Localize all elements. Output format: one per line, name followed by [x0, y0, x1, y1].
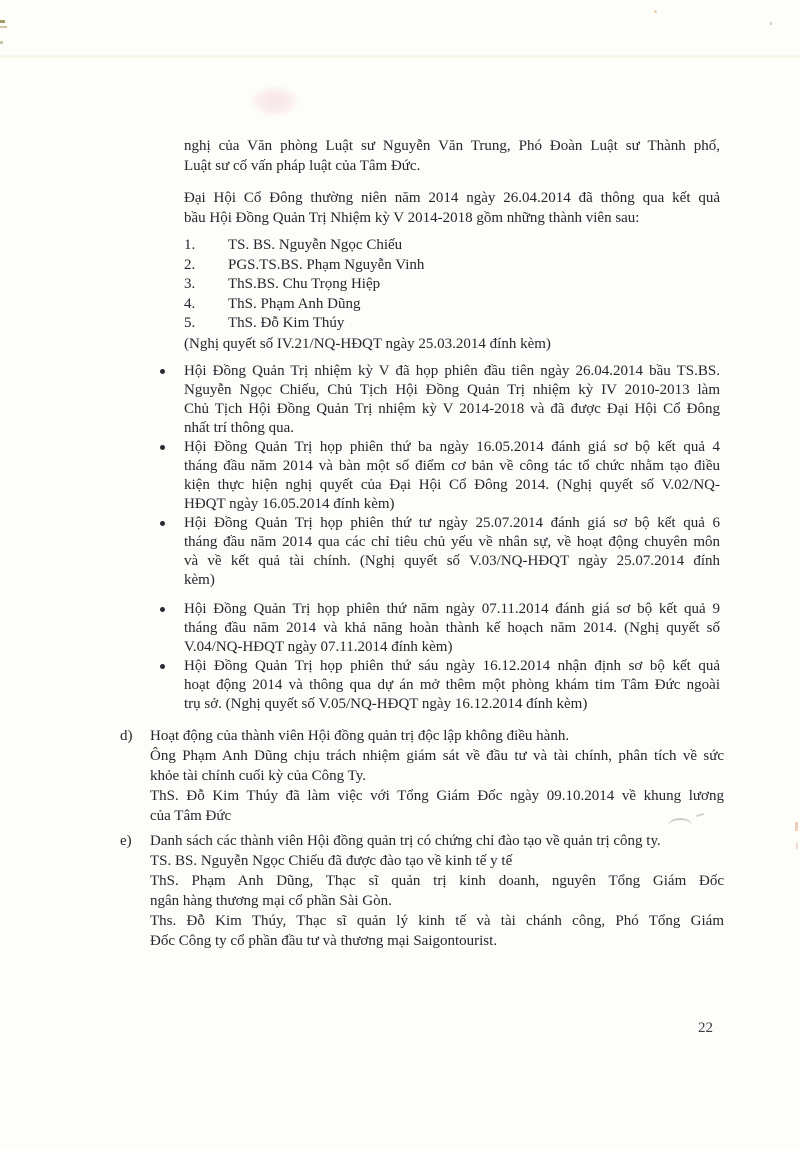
member-number: 5.	[184, 315, 196, 331]
bullet-text: Hội Đồng Quản Trị họp phiên thứ ba ngày 16.05.2014 đánh giá sơ bộ kết quả 4 tháng đầu năm 2014 và bàn một số điểm cơ bản về công tác tổ chức nhằm tạo điều kiện thực hiện nghị quyết của Đại Hội Cổ Đông 2014. (Nghị quyết số V.02/NQ- HĐQT ngày 16.05.2014 đính kèm)	[184, 438, 720, 512]
list-item	[184, 295, 800, 315]
list-item	[184, 236, 800, 256]
intro-paragraph: nghị của Văn phòng Luật sư Nguyễn Văn Trung, Phó Đoàn Luật sư Thành phố, Luật sư cố vấn pháp luật của Tâm Đức.	[184, 138, 720, 174]
board-member-list	[184, 236, 800, 334]
bullet-icon	[160, 664, 165, 669]
bullet-text: Hội Đồng Quản Trị họp phiên thứ năm ngày 07.11.2014 đánh giá sơ bộ kết quả 9 tháng đầu năm 2014 và khả năng hoàn thành kế hoạch năm 2014. (Nghị quyết số V.04/NQ-HĐQT ngày 07.11.2014 đính kèm)	[184, 600, 720, 655]
member-number: 4.	[184, 295, 196, 312]
bullet-item	[160, 514, 800, 590]
intro-paragraph: Đại Hội Cổ Đông thường niên năm 2014 ngày 26.04.2014 đã thông qua kết quả bầu Hội Đồng Quản Trị Nhiệm kỳ V 2014-2018 gồm những thành viên sau:	[184, 190, 720, 226]
section-paragraph: ThS. Phạm Anh Dũng, Thạc sĩ quản trị kinh doanh, nguyên Tổng Giám Đốc ngân hàng thương mại cổ phần Sài Gòn.	[150, 872, 724, 909]
bullet-icon	[160, 369, 165, 374]
member-name: ThS. Phạm Anh Dũng	[228, 295, 361, 312]
section-paragraph: Ông Phạm Anh Dũng chịu trách nhiệm giám sát về đầu tư và tài chính, phân tích về sức khỏe tài chính cuối kỳ của Công Ty.	[150, 747, 724, 784]
section-paragraph: TS. BS. Nguyễn Ngọc Chiếu đã được đào tạo về kinh tế y tế	[150, 852, 513, 869]
bullet-text: Hội Đồng Quản Trị họp phiên thứ sáu ngày 16.12.2014 nhận định sơ bộ kết quả hoạt động 2014 và thông qua dự án mở thêm một phòng khám tim Tâm Đức ngoài trụ sở. (Nghị quyết số V.05/NQ-HĐQT ngày 16.12.2014 đính kèm)	[184, 657, 720, 712]
page-number: 22	[698, 1020, 713, 1036]
member-number: 1.	[184, 237, 196, 253]
member-name: PGS.TS.BS. Phạm Nguyễn Vinh	[228, 256, 425, 273]
section-paragraph: Ths. Đỗ Kim Thúy, Thạc sĩ quản lý kinh tế và tài chánh công, Phó Tổng Giám Đốc Công ty cổ phần đầu tư và thương mại Saigontourist.	[150, 912, 724, 949]
member-number: 3.	[184, 276, 196, 292]
bullet-icon	[160, 445, 165, 450]
section-label: e)	[120, 832, 132, 849]
section-content	[150, 726, 724, 826]
list-item	[184, 256, 800, 276]
section-title: Danh sách các thành viên Hội đồng quản trị có chứng chỉ đào tạo về quản trị công ty.	[150, 832, 661, 849]
list-item	[184, 314, 800, 334]
bullet-item	[160, 362, 800, 438]
section-e	[120, 831, 800, 951]
bullet-icon	[160, 521, 165, 526]
bullet-text: Hội Đồng Quản Trị nhiệm kỳ V đã họp phiên đầu tiên ngày 26.04.2014 bầu TS.BS. Nguyễn Ngọc Chiếu, Chủ Tịch Hội Đồng Quản Trị nhiệm kỳ IV 2010-2013 làm Chủ Tịch Hội Đồng Quản Trị nhiệm kỳ V 2014-2018 và đã được Đại Hội Cổ Đông nhất trí thông qua.	[184, 362, 720, 436]
section-title: Hoạt động của thành viên Hội đồng quản trị độc lập không điều hành.	[150, 727, 570, 744]
section-label: d)	[120, 727, 133, 744]
section-paragraph: ThS. Đỗ Kim Thúy đã làm việc với Tổng Giám Đốc ngày 09.10.2014 về khung lương của Tâm Đức	[150, 787, 724, 824]
section-d	[120, 726, 800, 826]
bullet-item	[160, 657, 800, 714]
bullet-icon	[160, 607, 165, 612]
bullet-text: Hội Đồng Quản Trị họp phiên thứ tư ngày 25.07.2014 đánh giá sơ bộ kết quả 6 tháng đầu năm 2014 qua các chỉ tiêu chủ yếu về nhân sự, về hoạt động chuyên môn và về kết quả tài chính. (Nghị quyết số V.03/NQ-HĐQT ngày 25.07.2014 đính kèm)	[184, 514, 720, 588]
bullet-item	[160, 438, 800, 514]
member-name: TS. BS. Nguyễn Ngọc Chiếu	[228, 237, 403, 253]
list-item	[184, 275, 800, 295]
member-name: ThS.BS. Chu Trọng Hiệp	[228, 276, 381, 292]
bullet-item	[160, 600, 800, 657]
section-content	[150, 831, 724, 951]
member-name: ThS. Đỗ Kim Thúy	[228, 315, 345, 331]
resolution-note: (Nghị quyết số IV.21/NQ-HĐQT ngày 25.03.2014 đính kèm)	[184, 335, 551, 352]
member-number: 2.	[184, 256, 196, 273]
